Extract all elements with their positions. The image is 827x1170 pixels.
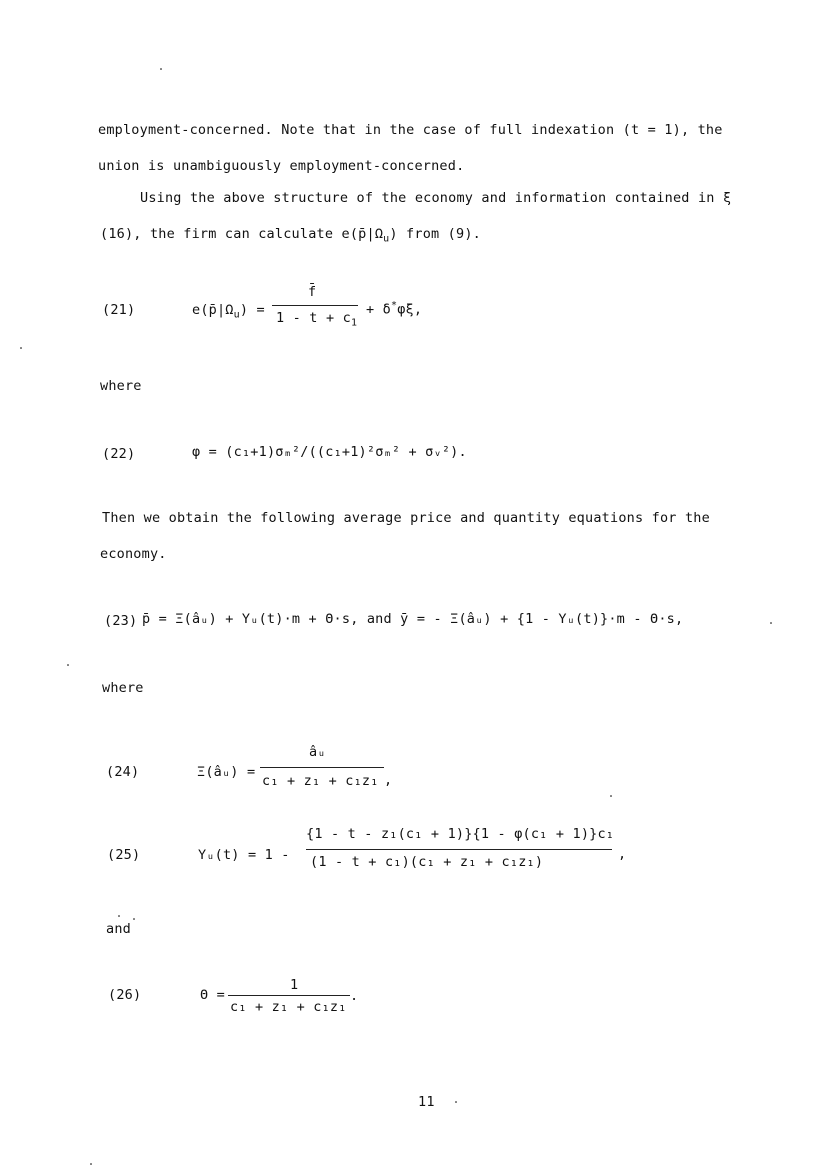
fraction-bar: [260, 767, 384, 768]
equation-text: φξ,: [397, 301, 423, 318]
fraction-denominator: c₁ + z₁ + c₁z₁: [230, 999, 347, 1015]
subscript: u: [383, 233, 390, 245]
equation-lhs: Υᵤ(t) = 1 -: [198, 847, 290, 863]
equation-tail: ,: [618, 846, 627, 862]
equation-number: (22): [102, 446, 136, 462]
paragraph-line: and: [106, 921, 131, 937]
equation-number: (25): [107, 847, 141, 863]
superscript: *: [390, 300, 398, 311]
equation-body: p̄ = Ξ(âᵤ) + Υᵤ(t)·m + Θ·s, and ȳ = - Ξ(âᵤ) + {1 - Υᵤ(t)}·m - Θ·s,: [142, 611, 684, 627]
paragraph-line: where: [100, 378, 142, 394]
equation-text: 1 - t + c: [276, 310, 351, 326]
fraction-numerator: f̄: [308, 284, 317, 300]
equation-text: e(p̄|Ω: [192, 302, 234, 318]
fraction-denominator: c₁ + z₁ + c₁z₁: [262, 773, 379, 789]
paragraph-line: Then we obtain the following average price and quantity equations for the: [102, 510, 710, 526]
equation-tail: [366, 300, 422, 318]
page-number: 11: [418, 1094, 435, 1110]
fraction-bar: [228, 995, 350, 996]
subscript: u: [233, 309, 240, 321]
equation-body: φ = (c₁+1)σₘ²/((c₁+1)²σₘ² + σᵥ²).: [192, 444, 467, 460]
paragraph-line: economy.: [100, 546, 167, 562]
equation-text: + δ: [366, 301, 391, 318]
paragraph-line: where: [102, 680, 144, 696]
equation-number: (24): [106, 764, 140, 780]
fraction-denominator: [276, 310, 357, 329]
equation-number: (21): [102, 302, 136, 318]
paragraph-line: union is unambiguously employment-concerned.: [98, 158, 465, 174]
paragraph-text: (16), the firm can calculate e(p̄|Ω: [100, 226, 384, 242]
fraction-denominator: (1 - t + c₁)(c₁ + z₁ + c₁z₁): [310, 854, 544, 870]
equation-text: ) =: [239, 302, 265, 318]
equation-lhs: Θ =: [200, 987, 225, 1003]
subscript: 1: [350, 317, 358, 329]
equation-lhs: Ξ(âᵤ) =: [197, 764, 256, 780]
fraction-bar: [306, 849, 612, 850]
fraction-numerator: âᵤ: [309, 744, 326, 760]
paragraph-line: [100, 226, 481, 245]
equation-tail: ,: [384, 772, 393, 788]
paragraph-text: ) from (9).: [389, 226, 481, 242]
equation-number: (26): [108, 987, 142, 1003]
fraction-numerator: 1: [290, 977, 299, 993]
fraction-bar: [272, 305, 358, 306]
equation-tail: .: [350, 988, 359, 1004]
fraction-numerator: {1 - t - z₁(c₁ + 1)}{1 - φ(c₁ + 1)}c₁: [306, 826, 615, 842]
equation-number: (23): [104, 613, 138, 629]
paragraph-line: Using the above structure of the economy and information contained in ξ: [140, 190, 732, 206]
equation-lhs: [192, 302, 265, 321]
paragraph-line: employment-concerned. Note that in the case of full indexation (t = 1), the: [98, 122, 723, 138]
